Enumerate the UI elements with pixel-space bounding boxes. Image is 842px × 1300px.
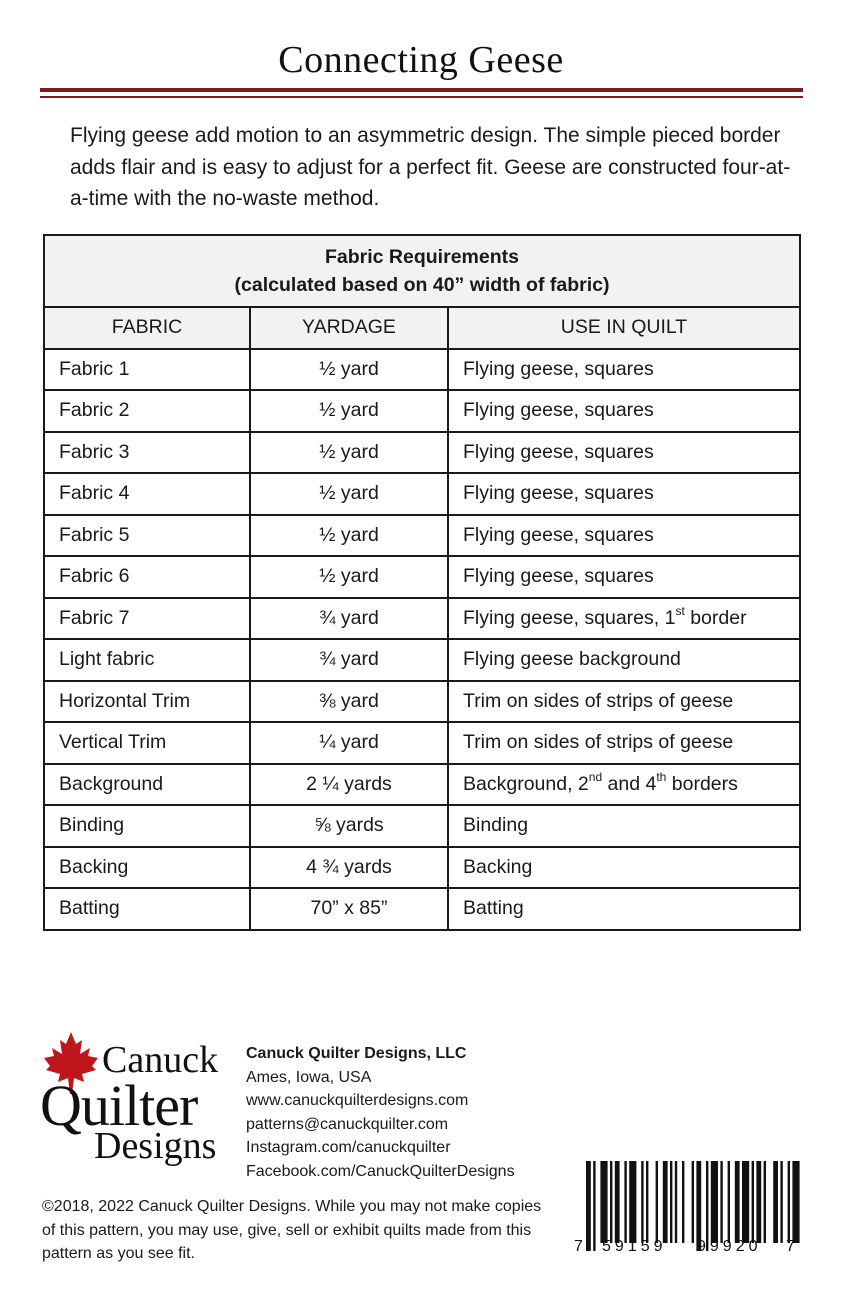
table-caption-title: Fabric Requirements	[325, 246, 519, 268]
table-row	[44, 556, 800, 598]
company-website-link[interactable]: www.canuckquilterdesigns.com	[246, 1092, 469, 1109]
title-divider-thin	[40, 96, 803, 98]
barcode-bar	[752, 1161, 754, 1243]
cell-use	[448, 764, 800, 806]
logo-word-canuck: Canuck	[102, 1039, 219, 1081]
cell-fabric: Batting	[44, 888, 250, 930]
fabric-requirements-table	[43, 234, 801, 931]
ordinal-suffix: st	[675, 603, 685, 618]
column-header-fabric: FABRIC	[44, 307, 250, 349]
cell-yardage: ⅜ yard	[250, 681, 448, 723]
cell-yardage: ½ yard	[250, 390, 448, 432]
use-text-part: Flying geese, squares, 1	[463, 606, 676, 629]
barcode-bar	[600, 1161, 607, 1243]
barcode-bar	[615, 1161, 620, 1243]
barcode-bar	[646, 1161, 648, 1243]
barcode-bar	[792, 1161, 799, 1243]
cell-use: Flying geese, squares	[448, 349, 800, 391]
barcode-bar	[663, 1161, 668, 1243]
barcode-bar	[692, 1161, 694, 1243]
cell-yardage: ½ yard	[250, 432, 448, 474]
cell-yardage: ¾ yard	[250, 598, 448, 640]
barcode-bar	[641, 1161, 643, 1243]
cell-yardage: ½ yard	[250, 473, 448, 515]
cell-fabric: Fabric 6	[44, 556, 250, 598]
use-text-part: and 4	[602, 772, 657, 795]
intro-paragraph: Flying geese add motion to an asymmetric design. The simple pieced border adds flair and is easy to adjust for a perfect fit. Geese are constructed four-at-a-time with the no-waste method.	[70, 124, 791, 210]
table-caption	[44, 235, 800, 307]
cell-use: Flying geese, squares	[448, 473, 800, 515]
barcode-digit-lead: 7	[574, 1238, 583, 1255]
company-logo	[40, 1030, 240, 1170]
barcode-bar	[742, 1161, 749, 1243]
company-name: Canuck Quilter Designs, LLC	[246, 1045, 467, 1062]
cell-use: Batting	[448, 888, 800, 930]
barcode-bar	[788, 1161, 790, 1243]
barcode-bar	[756, 1161, 761, 1243]
table-row	[44, 681, 800, 723]
company-info	[246, 1042, 515, 1183]
copyright-notice: ©2018, 2022 Canuck Quilter Designs. While you may not make copies of this pattern, you may use, give, sell or exhibit quilts made from this pattern as you see fit.	[42, 1198, 542, 1262]
barcode-bar	[675, 1161, 677, 1243]
ordinal-suffix: th	[656, 769, 667, 784]
cell-use: Flying geese, squares	[448, 432, 800, 474]
cell-fabric: Backing	[44, 847, 250, 889]
barcode-bar	[593, 1161, 595, 1251]
barcode-bar	[586, 1161, 591, 1251]
cell-fabric: Binding	[44, 805, 250, 847]
cell-yardage: 4 ¾ yards	[250, 847, 448, 889]
cell-fabric: Vertical Trim	[44, 722, 250, 764]
cell-yardage: 2 ¼ yards	[250, 764, 448, 806]
page-title: Connecting Geese	[278, 39, 564, 81]
table-row	[44, 390, 800, 432]
table-row	[44, 764, 800, 806]
cell-use: Trim on sides of strips of geese	[448, 722, 800, 764]
company-facebook-link[interactable]: Facebook.com/CanuckQuilterDesigns	[246, 1162, 515, 1180]
table-caption-subtitle: (calculated based on 40” width of fabric)	[234, 274, 610, 296]
cell-fabric: Fabric 3	[44, 432, 250, 474]
cell-use: Trim on sides of strips of geese	[448, 681, 800, 723]
table-row	[44, 515, 800, 557]
barcode-bar	[780, 1161, 782, 1243]
use-text-part: border	[684, 606, 747, 629]
table-row	[44, 722, 800, 764]
barcode-bar	[728, 1161, 730, 1243]
cell-yardage: ¼ yard	[250, 722, 448, 764]
company-email-link[interactable]: patterns@canuckquilter.com	[246, 1115, 449, 1133]
barcode-bar	[735, 1161, 740, 1243]
cell-yardage: ¾ yard	[250, 639, 448, 681]
cell-yardage: ⅝ yards	[250, 805, 448, 847]
barcode-bar	[629, 1161, 636, 1243]
table-row	[44, 847, 800, 889]
cell-fabric: Light fabric	[44, 639, 250, 681]
table-row	[44, 473, 800, 515]
column-header-use: USE IN QUILT	[448, 307, 800, 349]
use-text-part: Background, 2	[463, 772, 589, 795]
cell-use: Flying geese, squares	[448, 556, 800, 598]
cell-use: Backing	[448, 847, 800, 889]
barcode-digits-right: 99920	[697, 1238, 762, 1255]
barcode-bar	[682, 1161, 684, 1243]
cell-fabric: Background	[44, 764, 250, 806]
barcode-bar	[624, 1161, 626, 1243]
column-header-yardage: YARDAGE	[250, 307, 448, 349]
barcode-bar	[656, 1161, 658, 1243]
cell-use: Flying geese background	[448, 639, 800, 681]
table-row	[44, 432, 800, 474]
cell-fabric: Fabric 1	[44, 349, 250, 391]
table-row	[44, 888, 800, 930]
table-body	[44, 349, 800, 930]
barcode-digits-left: 59159	[602, 1238, 667, 1255]
barcode-bar	[711, 1161, 718, 1243]
cell-fabric: Fabric 2	[44, 390, 250, 432]
cell-fabric: Fabric 4	[44, 473, 250, 515]
title-divider-thick	[40, 88, 803, 92]
cell-fabric: Horizontal Trim	[44, 681, 250, 723]
cell-yardage: ½ yard	[250, 556, 448, 598]
cell-yardage: ½ yard	[250, 515, 448, 557]
barcode-bar	[610, 1161, 612, 1243]
table-header-row	[44, 307, 800, 349]
company-instagram-link[interactable]: Instagram.com/canuckquilter	[246, 1139, 451, 1156]
logo-word-quilter: Quilter	[40, 1073, 198, 1138]
table-caption-row	[44, 235, 800, 307]
barcode-bar	[773, 1161, 778, 1243]
barcode-bar	[720, 1161, 722, 1243]
cell-use: Binding	[448, 805, 800, 847]
barcode-bar	[764, 1161, 766, 1243]
cell-use: Flying geese, squares	[448, 515, 800, 557]
cell-fabric: Fabric 7	[44, 598, 250, 640]
cell-yardage: ½ yard	[250, 349, 448, 391]
company-location: Ames, Iowa, USA	[246, 1068, 372, 1086]
barcode-digit-check: 7	[786, 1238, 795, 1255]
cell-use	[448, 598, 800, 640]
cell-fabric: Fabric 5	[44, 515, 250, 557]
logo-word-designs: Designs	[94, 1125, 217, 1167]
ordinal-suffix: nd	[588, 769, 603, 784]
use-text-part: borders	[666, 772, 738, 795]
table-row	[44, 805, 800, 847]
cell-yardage: 70” x 85”	[250, 888, 448, 930]
table-row	[44, 598, 800, 640]
cell-use: Flying geese, squares	[448, 390, 800, 432]
table-row	[44, 349, 800, 391]
barcode-bar	[670, 1161, 672, 1243]
table-row	[44, 639, 800, 681]
